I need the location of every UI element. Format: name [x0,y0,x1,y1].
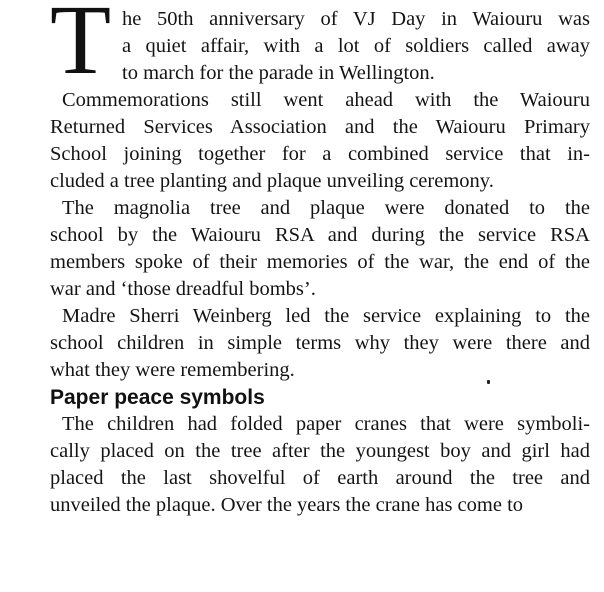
paragraph-service [50,303,590,384]
text-line: The magnolia tree and plaque were donated to the [62,197,590,219]
paragraph-magnolia [50,195,590,303]
print-speck [487,380,490,384]
text-line: Madre Sherri Weinberg led the service explaining to the [62,305,590,327]
text-line: The children had folded paper cranes that were symboli- [62,413,590,435]
text-line: Returned Services Association and the Waiouru Primary [50,116,590,138]
text-line: a quiet affair, with a lot of soldiers called away [122,35,590,57]
text-line: School joining together for a combined service that in- [50,143,590,165]
text-line: he 50th anniversary of VJ Day in Waiouru was [122,8,590,30]
section-heading: Paper peace symbols [50,386,265,409]
text-line: war and ‘those dreadful bombs’. [50,278,316,300]
text-line: cluded a tree planting and plaque unveiling ceremony. [50,170,494,192]
text-line: to march for the parade in Wellington. [122,62,435,84]
text-line: placed the last shovelful of earth around the tree and [50,467,590,489]
text-line: what they were remembering. [50,359,295,381]
text-line: members spoke of their memories of the war, the end of the [50,251,590,273]
text-line: school by the Waiouru RSA and during the service RSA [50,224,590,246]
text-line: cally placed on the tree after the youngest boy and girl had [50,440,590,462]
article [50,0,590,519]
text-line: Commemorations still went ahead with the Waiouru [62,89,590,111]
paragraph-intro [50,0,590,95]
drop-cap: T [50,0,112,95]
text-line: unveiled the plaque. Over the years the crane has come to [50,494,524,516]
paragraph-commemorations [50,87,590,195]
paragraph-cranes [50,411,590,519]
text-line: school children in simple terms why they were there and [50,332,590,354]
